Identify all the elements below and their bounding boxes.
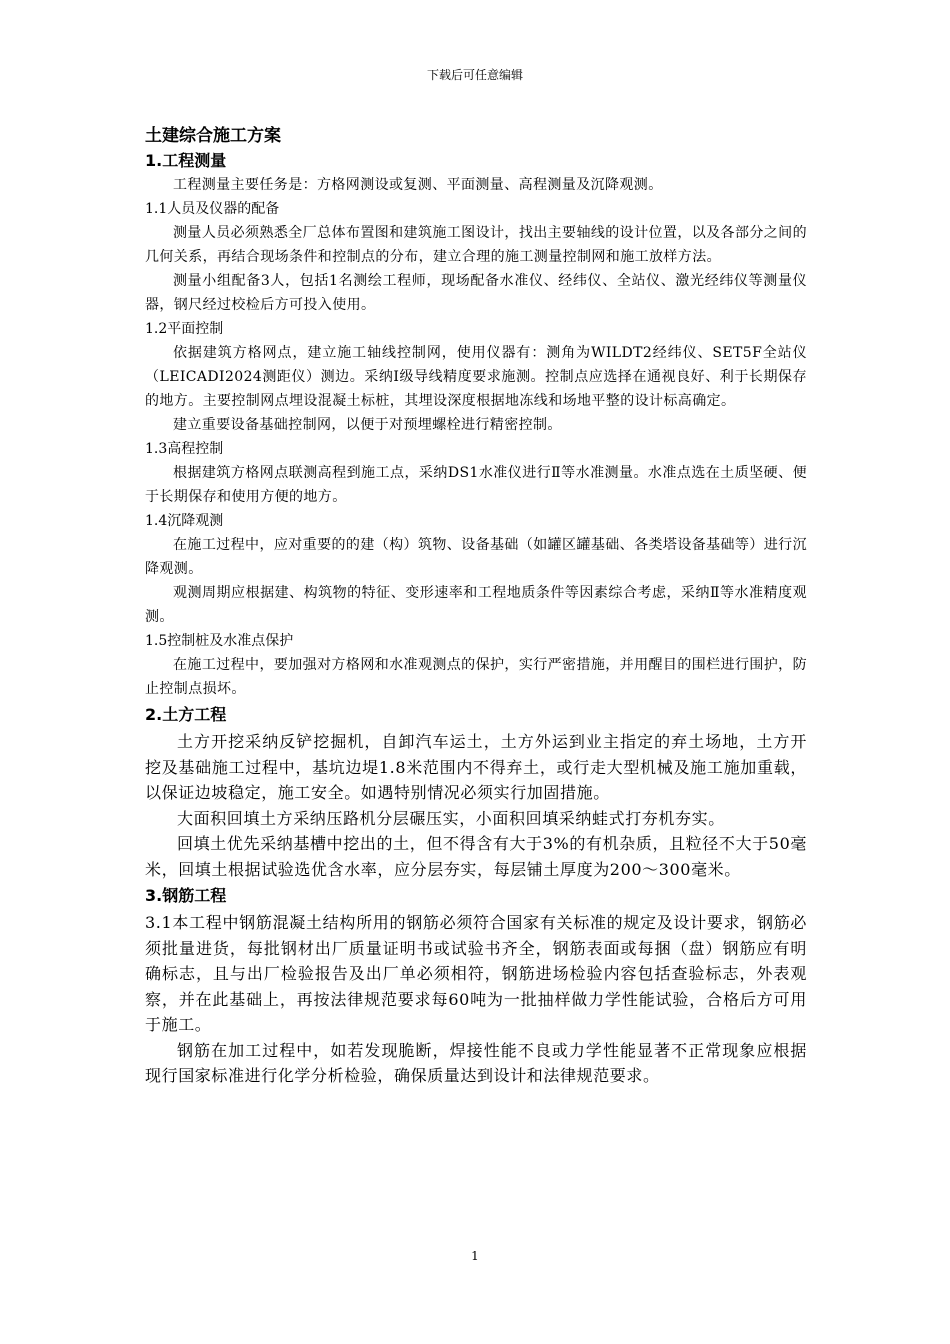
document-body: [145, 124, 807, 1089]
page-header: 下载后可任意编辑: [426, 68, 523, 82]
paragraph: 测量人员必须熟悉全厂总体布置图和建筑施工图设计，找出主要轴线的设计位置，以及各部分之间的几何关系，再结合现场条件和控制点的分布，建立合理的施工测量控制网和施工放样方法。: [145, 225, 807, 265]
paragraph: 观测周期应根据建、构筑物的特征、变形速率和工程地质条件等因素综合考虑，采纳Ⅱ等水准精度观测。: [145, 585, 807, 625]
subsection-heading-plane-control: 1.2平面控制: [145, 321, 224, 337]
paragraph: 在施工过程中，要加强对方格网和水准观测点的保护，实行严密措施，并用醒目的围栏进行围护，防止控制点损坏。: [145, 657, 807, 697]
section-heading-rebar: 3.钢筋工程: [145, 886, 227, 905]
subsection-heading-elevation-control: 1.3高程控制: [145, 441, 224, 457]
paragraph: 钢筋在加工过程中，如若发现脆断，焊接性能不良或力学性能显著不正常现象应根据现行国家标准进行化学分析检验，确保质量达到设计和法律规范要求。: [145, 1040, 807, 1085]
paragraph: 在施工过程中，应对重要的的建（构）筑物、设备基础（如罐区罐基础、各类塔设备基础等）进行沉降观测。: [145, 537, 807, 577]
paragraph: 根据建筑方格网点联测高程到施工点，采纳DS1水准仪进行Ⅱ等水准测量。水准点选在土质坚硬、便于长期保存和使用方便的地方。: [145, 465, 807, 505]
section-heading-earthwork: 2.土方工程: [145, 705, 227, 724]
paragraph: 测量小组配备3人，包括1名测绘工程师，现场配备水准仪、经纬仪、全站仪、激光经纬仪等测量仪器，钢尺经过校检后方可投入使用。: [145, 273, 807, 313]
section-heading-surveying: 1.工程测量: [145, 151, 227, 170]
subsection-heading-protection: 1.5控制桩及水准点保护: [145, 633, 294, 649]
paragraph: 3.1本工程中钢筋混凝土结构所用的钢筋必须符合国家有关标准的规定及设计要求，钢筋必须批量进货，每批钢材出厂质量证明书或试验书齐全，钢筋表面或每捆（盘）钢筋应有明确标志，且与出厂检验报告及出厂单必须相符，钢筋进场检验内容包括查验标志，外表观察，并在此基础上，再按法律规范要求每60吨为一批抽样做力学性能试验，合格后方可用于施工。: [145, 913, 807, 1034]
subsection-heading-settlement: 1.4沉降观测: [145, 513, 224, 529]
subsection-heading-personnel: 1.1人员及仪器的配备: [145, 201, 280, 217]
page-number: 1: [471, 1249, 479, 1263]
paragraph: 依据建筑方格网点，建立施工轴线控制网，使用仪器有：测角为WILDT2经纬仪、SET5F全站仪（LEICADI2024测距仪）测边。采纳Ⅰ级导线精度要求施测。控制点应选择在通视良好、利于长期保存的地方。主要控制网点埋设混凝土标桩，其埋设深度根据地冻线和场地平整的设计标高确定。: [145, 345, 807, 409]
paragraph: 大面积回填土方采纳压路机分层碾压实，小面积回填采纳蛙式打夯机夯实。: [177, 808, 725, 828]
paragraph: 回填土优先采纳基槽中挖出的土，但不得含有大于3%的有机杂质，且粒径不大于50毫米，回填土根据试验选优含水率，应分层夯实，每层铺土厚度为200～300毫米。: [145, 834, 807, 879]
paragraph: 土方开挖采纳反铲挖掘机，自卸汽车运土，土方外运到业主指定的弃土场地，土方开挖及基础施工过程中，基坑边堤1.8米范围内不得弃土，或行走大型机械及施工施加重载，以保证边坡稳定，施工安全。如遇特别情况必须实行加固措施。: [145, 732, 807, 802]
document-title: 土建综合施工方案: [145, 126, 281, 146]
paragraph: 建立重要设备基础控制网，以便于对预埋螺栓进行精密控制。: [173, 417, 562, 433]
paragraph: 工程测量主要任务是：方格网测设或复测、平面测量、高程测量及沉降观测。: [173, 177, 663, 193]
